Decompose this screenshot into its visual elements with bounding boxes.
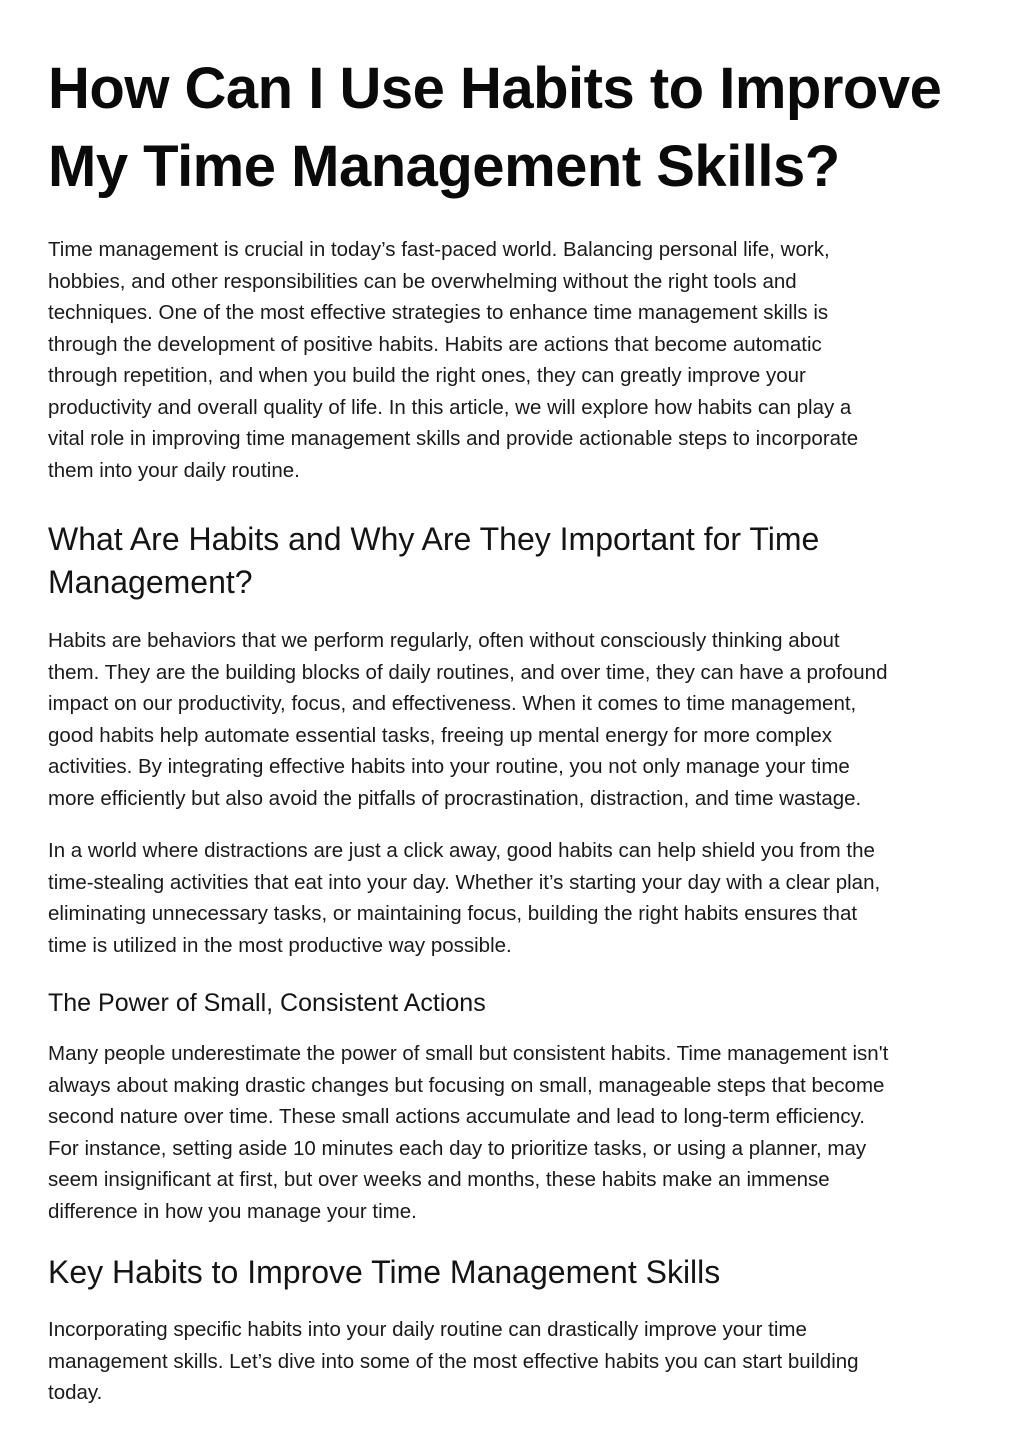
paragraph-line: them. They are the building blocks of daily routines, and over time, they can have a profound (48, 660, 888, 684)
paragraph-line: management skills. Let’s dive into some of the most effective habits you can start building (48, 1349, 859, 1373)
paragraph-line: second nature over time. These small actions accumulate and lead to long-term efficiency. (48, 1105, 866, 1128)
paragraph-line: through repetition, and when you build the right ones, they can greatly improve your (48, 364, 806, 387)
habits-paragraph-2 (48, 835, 976, 961)
paragraph-line: them into your daily routine. (48, 458, 300, 482)
paragraph-line: productivity and overall quality of life. In this article, we will explore how habits can play a (48, 395, 852, 419)
article-title-line: My Time Management Skills? (48, 134, 840, 199)
paragraph-line: impact on our productivity, focus, and effectiveness. When it comes to time management, (48, 692, 857, 715)
paragraph-line: Incorporating specific habits into your daily routine can drastically improve your time (48, 1318, 807, 1341)
paragraph-line: always about making drastic changes but focusing on small, manageable steps that become (48, 1073, 885, 1097)
heading-line: Management? (48, 564, 253, 600)
paragraph-line: vital role in improving time management skills and provide actionable steps to incorporate (48, 427, 859, 450)
paragraph-line: time is utilized in the most productive way possible. (48, 933, 512, 957)
paragraph-line: time-stealing activities that eat into your day. Whether it’s starting your day with a clear plan, (48, 870, 881, 894)
article-title (48, 50, 976, 206)
habits-paragraph-1 (48, 625, 976, 814)
paragraph-line: Habits are behaviors that we perform regularly, often without consciously thinking about (48, 629, 840, 652)
intro-paragraph (48, 234, 976, 486)
paragraph-line: Time management is crucial in today’s fast-paced world. Balancing personal life, work, (48, 238, 830, 261)
paragraph-line: techniques. One of the most effective strategies to enhance time management skills is (48, 301, 829, 324)
paragraph-line: difference in how you manage your time. (48, 1199, 417, 1223)
section-heading-habits (48, 518, 976, 604)
paragraph-line: today. (48, 1381, 103, 1404)
subsection-heading-power: The Power of Small, Consistent Actions (48, 989, 486, 1017)
key-habits-paragraph (48, 1314, 976, 1409)
paragraph-line: more efficiently but also avoid the pitfalls of procrastination, distraction, and time wastage. (48, 786, 862, 810)
paragraph-line: through the development of positive habits. Habits are actions that become automatic (48, 332, 822, 356)
paragraph-line: good habits help automate essential tasks, freeing up mental energy for more complex (48, 723, 832, 747)
paragraph-line: hobbies, and other responsibilities can be overwhelming without the right tools and (48, 269, 797, 293)
section-heading-key-habits: Key Habits to Improve Time Management Skills (48, 1254, 721, 1290)
paragraph-line: seem insignificant at first, but over weeks and months, these habits make an immense (48, 1168, 830, 1191)
paragraph-line: eliminating unnecessary tasks, or maintaining focus, building the right habits ensures that (48, 902, 858, 925)
article-title-line: How Can I Use Habits to Improve (48, 56, 942, 121)
paragraph-line: activities. By integrating effective habits into your routine, you not only manage your time (48, 755, 850, 778)
heading-line: What Are Habits and Why Are They Important for Time (48, 521, 820, 557)
power-paragraph (48, 1038, 976, 1227)
paragraph-line: In a world where distractions are just a click away, good habits can help shield you from the (48, 839, 875, 862)
paragraph-line: Many people underestimate the power of small but consistent habits. Time management isn't (48, 1042, 889, 1065)
paragraph-line: For instance, setting aside 10 minutes each day to prioritize tasks, or using a planner, may (48, 1136, 867, 1160)
